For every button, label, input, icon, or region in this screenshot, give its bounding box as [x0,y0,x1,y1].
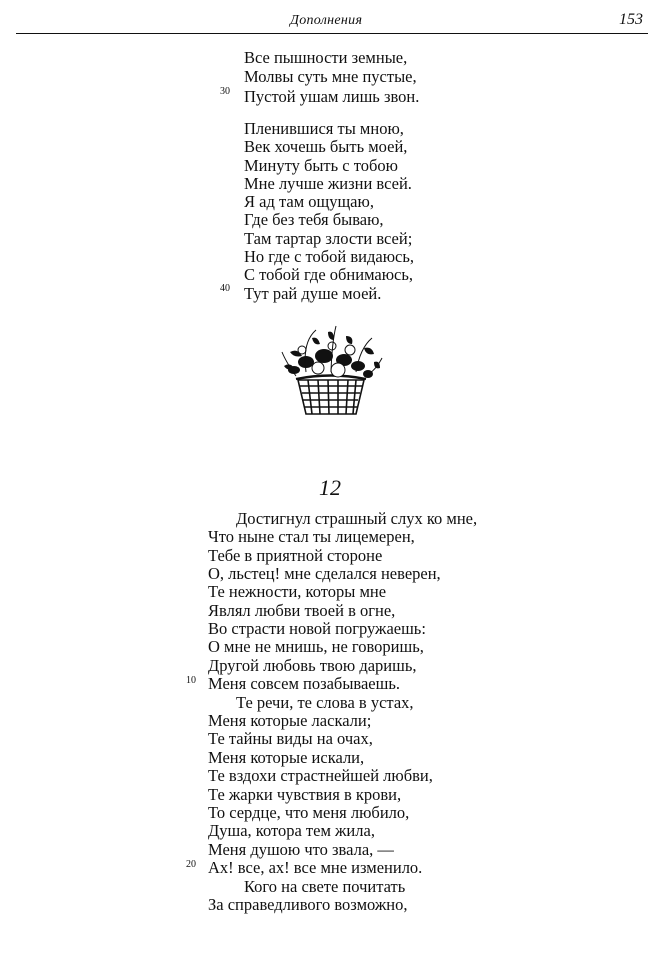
page-number: 153 [619,11,643,28]
verse-line: С тобой где обнимаюсь, [244,265,414,284]
verse-line: Ах! все, ах! все мне изменило. [208,858,423,877]
verse-line: Те вздохи страстнейшей любви, [208,766,433,785]
verse-line: Тебе в приятной стороне [208,546,383,565]
verse-line: Но где с тобой видаюсь, [244,247,415,266]
verse-line: Пленившися ты мною, [244,119,404,138]
verse-line: Все пышности земные, [244,48,408,67]
verse-line: Тут рай душе моей. [244,284,382,303]
verse-line: Что ныне стал ты лицемерен, [208,527,415,546]
running-header-title: Дополнения [290,13,363,28]
verse-line: Меня которые ласкали; [208,711,372,730]
verse-line: Другой любовь твою даришь, [208,656,417,675]
verse-line: Душа, котора тем жила, [208,821,375,840]
verse-line: Те нежности, которы мне [208,582,387,601]
verse-line: Меня душою что звала, — [208,840,394,859]
verse-line: Минуту быть с тобою [244,156,398,175]
verse-line: Молвы суть мне пустые, [244,67,417,86]
verse-line: Мне лучше жизни всей. [244,174,412,193]
verse-line: То сердце, что меня любило, [208,803,410,822]
verse-line: Во страсти новой погружаешь: [208,619,426,638]
verse-line: Те жарки чувствия в крови, [208,785,402,804]
verse-line: Пустой ушам лишь звон. [244,87,420,106]
line-number: 10 [186,675,196,686]
verse-line: Меня совсем позабываешь. [208,674,400,693]
line-number: 40 [220,283,230,294]
verse-line: Те речи, те слова в устах, [236,693,414,712]
line-number: 30 [220,86,230,97]
verse-line: Век хочешь быть моей, [244,137,408,156]
verse-line: Меня которые искали, [208,748,365,767]
header-rule [16,33,648,34]
verse-line: Кого на свете почитать [244,877,406,896]
verse-line: Те тайны виды на очах, [208,729,373,748]
verse-line: Я ад там ощущаю, [244,192,374,211]
verse-line: Достигнул страшный слух ко мне, [236,509,478,528]
flower-basket-ornament-icon [276,322,386,422]
verse-line: За справедливого возможно, [208,895,408,914]
poem-number: 12 [319,475,341,500]
verse-line: Где без тебя бываю, [244,210,384,229]
verse-line: О, льстец! мне сделался неверен, [208,564,441,583]
verse-line: О мне не мнишь, не говоришь, [208,637,424,656]
line-number: 20 [186,859,196,870]
verse-line: Являл любви твоей в огне, [208,601,396,620]
verse-line: Там тартар злости всей; [244,229,413,248]
